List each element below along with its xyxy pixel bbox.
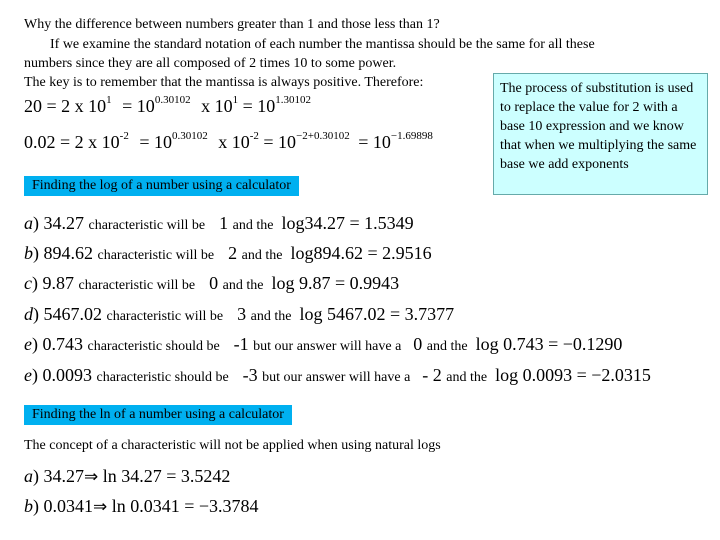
example-result: ln 0.0341 = −3.3784 [111,496,259,516]
example-extra-text: but our answer will have a [253,339,402,354]
example-number: 34.27 [43,213,84,233]
example-description: characteristic should be [87,339,220,354]
example-number: 5467.02 [43,304,102,324]
example-result: log34.27 = 1.5349 [281,213,414,233]
example-number: 0.0341 [43,496,93,516]
example-and-the: and the [222,278,264,293]
example-characteristic: 1 [219,213,229,233]
log-example-row: a) 34.27 characteristic will be 1 and the log34.27 = 1.5349 [24,213,414,233]
example-result: log 0.0093 = −2.0315 [495,365,651,385]
example-number: 34.27 [43,466,84,486]
intro-line-2: If we examine the standard notation of each number the mantissa should be the same for all these [50,37,595,52]
example-description: characteristic should be [96,370,229,385]
intro-line-4: The key is to remember that the mantissa is always positive. Therefore: [24,75,424,90]
example-and-the: and the [446,370,488,385]
example-result: ln 34.27 = 3.5242 [102,466,231,486]
ln-section-banner: Finding the ln of a number using a calculator [24,405,292,425]
implies-arrow-icon: ⇒ [93,497,108,517]
equation-20: 20 = 2 x $10^1 = 10^{0.30102}$ x $10^1 = 10^{1.30102}$ [24,94,311,116]
example-characteristic: 0 [209,273,219,293]
example-description: characteristic will be [88,218,206,233]
example-number: 9.87 [42,273,74,293]
example-number: 894.62 [43,243,93,263]
example-number: 0.743 [42,334,83,354]
example-result: log894.62 = 2.9516 [290,243,432,263]
log-section-banner: Finding the log of a number using a calculator [24,176,299,196]
example-letter: c [24,273,32,293]
example-result: log 0.743 = −0.1290 [475,334,623,354]
example-characteristic: 2 [228,243,238,263]
example-and-the: and the [241,248,283,263]
equation-0-02: 0.02 = 2 x $10^{-2} = 10^{0.30102}$ x $10^{-2} = 10^{-2+0.30102} = 10^{-1.69898}$ [24,130,433,152]
ln-note: The concept of a characteristic will not be applied when using natural logs [24,438,441,453]
example-characteristic: -3 [242,365,258,385]
example-result: log 9.87 = 0.9943 [271,273,400,293]
log-example-row: b) 894.62 characteristic will be 2 and the log894.62 = 2.9516 [24,243,432,263]
log-example-row: c) 9.87 characteristic will be 0 and the log 9.87 = 0.9943 [24,273,400,293]
ln-example-row: b) 0.0341⇒ ln 0.0341 = −3.3784 [24,496,259,517]
example-characteristic: -1 [233,334,249,354]
substitution-note: The process of substitution is used to replace the value for 2 with a base 10 expression and we know that when we multiplying the same base we add exponents [493,73,708,195]
example-and-the: and the [426,339,468,354]
intro-line-3: numbers since they are all composed of 2 times 10 to some power. [24,56,397,71]
log-example-row: e) 0.0093 characteristic should be -3 but our answer will have a - 2 and the log 0.0093 = −2.0315 [24,365,651,385]
example-description: characteristic will be [97,248,215,263]
example-and-the: and the [250,309,292,324]
implies-arrow-icon: ⇒ [84,467,99,487]
example-letter: b [24,496,33,516]
example-letter: e [24,365,32,385]
example-letter: b [24,243,33,263]
example-description: characteristic will be [106,309,224,324]
example-result: log 5467.02 = 3.7377 [299,304,455,324]
example-letter: d [24,304,33,324]
example-letter: a [24,213,33,233]
example-extra-text: but our answer will have a [262,370,411,385]
example-characteristic: 3 [237,304,247,324]
example-answer-characteristic: - 2 [422,365,442,385]
example-description: characteristic will be [78,278,196,293]
example-answer-characteristic: 0 [413,334,423,354]
log-example-row: d) 5467.02 characteristic will be 3 and the log 5467.02 = 3.7377 [24,304,455,324]
ln-example-row: a) 34.27⇒ ln 34.27 = 3.5242 [24,466,231,487]
intro-line-1: Why the difference between numbers greater than 1 and those less than 1? [24,17,440,32]
example-and-the: and the [232,218,274,233]
example-letter: a [24,466,33,486]
example-number: 0.0093 [42,365,92,385]
example-letter: e [24,334,32,354]
log-example-row: e) 0.743 characteristic should be -1 but our answer will have a 0 and the log 0.743 = −0.1290 [24,334,623,354]
